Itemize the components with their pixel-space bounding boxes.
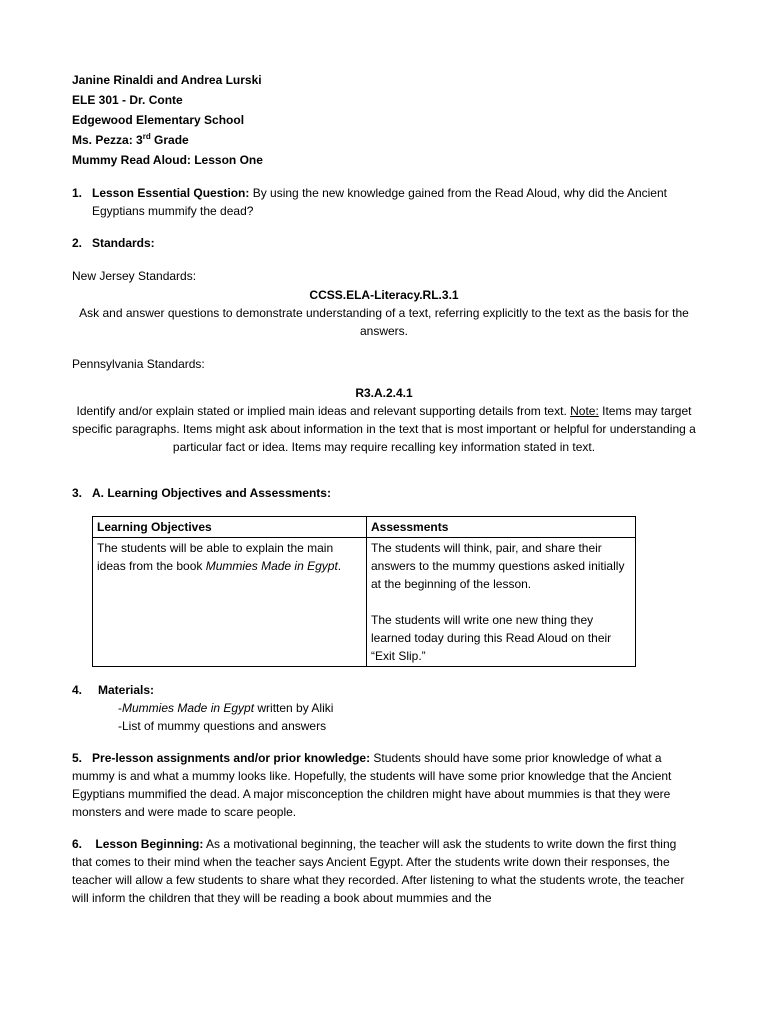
teacher-grade-line [72, 130, 696, 150]
nj-standard-text: Ask and answer questions to demonstrate understanding of a text, referring explicitly to the text as the basis for the answers. [79, 306, 689, 338]
table-header-row [93, 517, 636, 538]
pa-text-part2: Items may target specific paragraphs. Items might ask about information in the text that is most important or helpful for understanding a particular fact or idea. Items may require recalling key information stated in text. [72, 404, 696, 454]
section-label: Lesson Essential Question: [92, 186, 250, 200]
pa-standard-text [72, 402, 696, 456]
note-label: Note: [570, 404, 599, 418]
materials-book-title: Mummies Made in Egypt [122, 701, 255, 715]
section-lesson-beginning [72, 835, 696, 907]
section-text: As a motivational beginning, the teacher will ask the students to write down the first thing that comes to their mind when the teacher says Ancient Egypt. After the students write down their responses, the teacher will allow a few students to share what they recorded. After listening to what the students wrote, the teacher will inform the children that they will be reading a book about mummies and the [72, 837, 685, 905]
section-number: 5. [72, 751, 83, 765]
course-line: ELE 301 - Dr. Conte [72, 93, 183, 107]
assessment-item: The students will think, pair, and share their answers to the mummy questions asked initially at the beginning of the lesson. [371, 541, 625, 591]
assessment-item: The students will write one new thing they learned today during this Read Aloud on their “Exit Slip.” [371, 613, 612, 663]
nj-standard-code: CCSS.ELA-Literacy.RL.3.1 [309, 288, 459, 302]
pa-standards-label: Pennsylvania Standards: [72, 357, 205, 371]
section-label: Lesson Beginning: [95, 837, 204, 851]
section-label: Materials: [98, 683, 155, 697]
objective-text: The students will be able to explain the main ideas from the book [97, 541, 334, 573]
section-label: Pre-lesson assignments and/or prior knowledge: [92, 751, 371, 765]
school-line: Edgewood Elementary School [72, 113, 245, 127]
section-text: Students should have some prior knowledge of what a mummy is and what a mummy looks like. Hopefully, the students will have some prior knowledge that the Ancient Egyptians mummified the dead. A major misconception the children might have about mummies is that they were monsters and were made to scare people. [72, 751, 672, 819]
section-number: 2. [72, 236, 83, 250]
pa-text-part1: Identify and/or explain stated or implied main ideas and relevant supporting details from text. [76, 404, 571, 418]
objectives-table [92, 516, 636, 667]
section-prior-knowledge [72, 749, 696, 821]
section-essential-question [72, 184, 696, 220]
materials-item: -Mummies Made in Egypt written by Aliki [118, 701, 334, 715]
section-number: 3. [72, 486, 83, 500]
objective-end: . [337, 559, 342, 573]
section-number: 1. [72, 186, 83, 200]
nj-standards-label: New Jersey Standards: [72, 269, 197, 283]
table-row [93, 538, 636, 667]
table-header: Assessments [367, 517, 636, 538]
table-header: Learning Objectives [93, 517, 367, 538]
grade-suffix: Grade [150, 133, 189, 147]
lesson-title: Mummy Read Aloud: Lesson One [72, 153, 263, 167]
section-materials [72, 681, 696, 699]
section-label: Standards: [92, 236, 155, 250]
section-number: 6. [72, 837, 83, 851]
assessment-cell [367, 538, 636, 667]
section-standards [72, 234, 696, 252]
section-text: By using the new knowledge gained from the Read Aloud, why did the Ancient Egyptians mummify the dead? [92, 186, 667, 218]
section-label: A. Learning Objectives and Assessments: [92, 486, 331, 500]
teacher-prefix: Ms. Pezza: 3 [72, 133, 143, 147]
document-page [72, 70, 696, 907]
objective-cell [93, 538, 367, 667]
grade-superscript: rd [142, 132, 151, 141]
section-objectives [72, 484, 696, 502]
section-number: 4. [72, 683, 83, 697]
objective-book-title: Mummies Made in Egypt [205, 559, 338, 573]
authors-line: Janine Rinaldi and Andrea Lurski [72, 73, 262, 87]
pa-standard-code: R3.A.2.4.1 [355, 386, 413, 400]
materials-item: -List of mummy questions and answers [118, 719, 327, 733]
